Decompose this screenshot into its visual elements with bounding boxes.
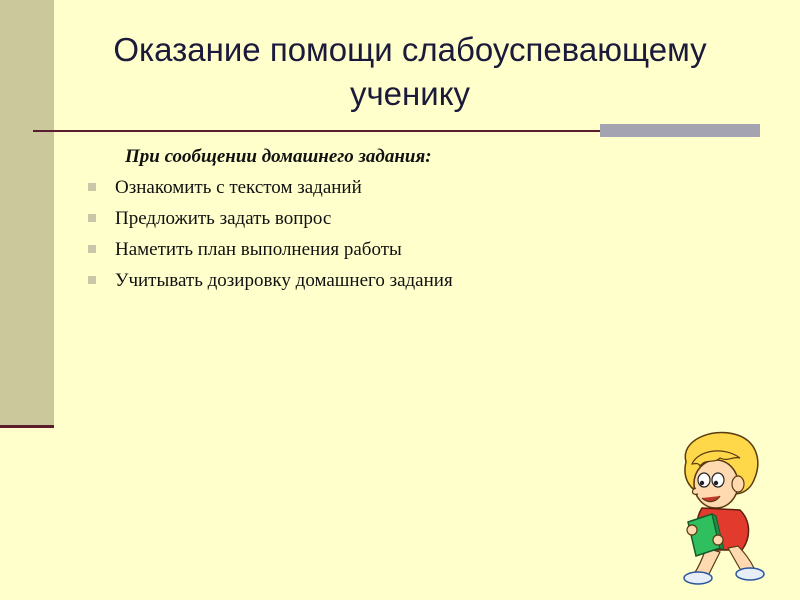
- title-line-2: ученику: [349, 75, 470, 112]
- list-item-text: Учитывать дозировку домашнего задания: [115, 270, 453, 291]
- title-divider-block: [600, 124, 760, 137]
- boy-reading-book-icon: [672, 428, 772, 586]
- left-decorative-bar: [0, 0, 54, 425]
- left-bar-underline: [0, 425, 54, 428]
- section-subtitle: При сообщении домашнего задания:: [125, 146, 432, 167]
- slide-title: [90, 28, 730, 116]
- square-bullet-icon: [88, 183, 96, 191]
- square-bullet-icon: [88, 245, 96, 253]
- list-item: [88, 203, 453, 234]
- list-item: [88, 234, 453, 265]
- list-item: [88, 172, 453, 203]
- title-line-1: Оказание помощи слабоуспевающему: [113, 31, 707, 68]
- square-bullet-icon: [88, 276, 96, 284]
- list-item: [88, 265, 453, 296]
- list-item-text: Предложить задать вопрос: [115, 208, 332, 229]
- list-item-text: Наметить план выполнения работы: [115, 239, 402, 260]
- square-bullet-icon: [88, 214, 96, 222]
- bullet-list: [88, 172, 453, 296]
- list-item-text: Ознакомить с текстом заданий: [115, 177, 362, 198]
